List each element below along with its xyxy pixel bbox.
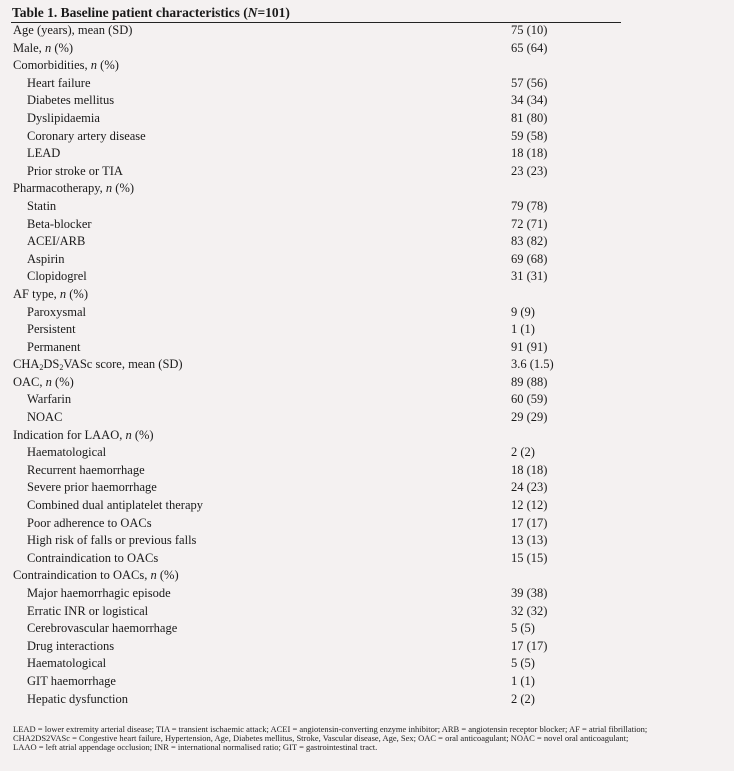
- row-label: [27, 340, 80, 355]
- row-value: 17 (17): [511, 638, 548, 653]
- table-row: [0, 268, 734, 286]
- row-label-text: Warfarin: [27, 392, 72, 407]
- row-label: [13, 181, 134, 196]
- row-label-text: (%): [112, 181, 135, 196]
- table-row: [0, 145, 734, 163]
- table-row: [0, 110, 734, 128]
- row-value: 39 (38): [511, 586, 548, 600]
- row-value: 59 (58): [511, 128, 548, 143]
- title-suffix: =101): [257, 5, 290, 20]
- row-label-text: Cerebrovascular haemorrhage: [27, 621, 178, 636]
- table-row: [0, 655, 734, 673]
- row-label-text: Combined dual antiplatelet therapy: [27, 498, 203, 513]
- row-label-text: (%): [51, 40, 74, 55]
- row-label-text: Haematological: [27, 656, 107, 671]
- table-row: [0, 444, 734, 462]
- row-label-text: Diabetes mellitus: [27, 93, 115, 108]
- row-value: 15 (15): [511, 550, 548, 565]
- table-row: [0, 462, 734, 480]
- row-label-italic: n: [105, 181, 113, 196]
- row-label-text: Paroxysmal: [27, 304, 87, 319]
- row-label-text: High risk of falls or previous falls: [27, 533, 197, 548]
- row-value: 79 (78): [511, 198, 548, 213]
- row-value: 81 (80): [511, 110, 548, 125]
- row-label: [27, 164, 123, 179]
- table-row: [0, 532, 734, 550]
- row-label: [27, 551, 158, 566]
- row-label-text: Contraindication to OACs,: [13, 568, 151, 583]
- table-row: [0, 550, 734, 568]
- table-row: [0, 233, 734, 251]
- row-value: 23 (23): [511, 163, 548, 178]
- table-row: [0, 497, 734, 515]
- row-label-text: OAC,: [13, 374, 46, 389]
- row-label: [27, 604, 148, 619]
- table-footnote: [13, 725, 725, 753]
- table-row: [0, 198, 734, 216]
- row-label-text: Beta-blocker: [27, 216, 92, 231]
- row-label-text: (%): [97, 58, 119, 73]
- table-row: [0, 603, 734, 621]
- row-label: [27, 656, 106, 671]
- row-label-text: Permanent: [27, 339, 81, 354]
- row-label-text: Dyslipidaemia: [27, 110, 100, 125]
- row-label: [27, 129, 146, 144]
- row-label: [13, 23, 132, 38]
- row-value: 18 (18): [511, 462, 548, 477]
- row-value: 1 (1): [511, 322, 535, 337]
- row-label-italic: n: [90, 58, 98, 73]
- row-value: 60 (59): [511, 392, 548, 407]
- row-label-text: Statin: [27, 198, 57, 213]
- row-label-text: Drug interactions: [27, 638, 115, 653]
- table-row: [0, 180, 734, 198]
- row-label-text: Contraindication to OACs: [27, 550, 159, 565]
- row-label-text: Coronary artery disease: [27, 128, 146, 143]
- row-label-subscript: 2: [39, 363, 44, 373]
- row-value: 3.6 (1.5): [511, 357, 554, 372]
- row-label-text: Indication for LAAO,: [13, 427, 126, 442]
- table-row: [0, 374, 734, 392]
- row-label-text: (%): [51, 374, 74, 389]
- row-label-text: VASc score, mean (SD): [63, 357, 183, 372]
- title-n: N: [247, 5, 258, 20]
- row-label-italic: n: [125, 427, 132, 442]
- row-label: [27, 445, 106, 460]
- row-value: 69 (68): [511, 251, 548, 266]
- row-label-italic: n: [45, 374, 52, 389]
- row-label: [13, 41, 73, 56]
- row-value: 34 (34): [511, 93, 548, 108]
- row-label-text: Clopidogrel: [27, 269, 87, 284]
- row-label-text: LEAD: [27, 146, 61, 161]
- row-label-text: DS: [43, 357, 60, 372]
- row-label: [13, 568, 179, 583]
- footnote-line: LAAO = left atrial appendage occlusion; INR = international normalised ratio; GIT = gastrointestinal tract.: [13, 742, 378, 753]
- row-value: 75 (10): [511, 23, 548, 37]
- row-label-text: Male,: [13, 40, 45, 55]
- row-label-text: GIT haemorrhage: [27, 673, 116, 688]
- row-label-text: AF type,: [13, 286, 60, 301]
- title-prefix: Table 1. Baseline patient characteristics (: [12, 5, 248, 20]
- row-label: [27, 533, 196, 548]
- row-value: 17 (17): [511, 515, 548, 530]
- row-label: [27, 410, 62, 425]
- row-value: 9 (9): [511, 304, 535, 319]
- table-row: [0, 356, 734, 374]
- row-value: 57 (56): [511, 75, 548, 90]
- row-value: 65 (64): [511, 40, 548, 55]
- row-label-text: Age (years), mean (SD): [13, 23, 133, 37]
- row-label-text: Erratic INR or logistical: [27, 603, 149, 618]
- row-label: [13, 357, 183, 372]
- row-label: [27, 111, 100, 126]
- row-value: 2 (2): [511, 445, 535, 460]
- row-label: [27, 480, 157, 495]
- row-value: 2 (2): [511, 691, 535, 706]
- footnote-line: LEAD = lower extremity arterial disease; TIA = transient ischaemic attack; ACEI = angiotensin-converting enzyme inhibitor; ARB = angiotensin receptor blocker; AF = atrial fibrillation;: [13, 724, 648, 734]
- table-row: [0, 691, 734, 709]
- row-label: [27, 146, 60, 161]
- table-row: [0, 321, 734, 339]
- row-label: [13, 375, 74, 390]
- footnote-line: CHA2DS2VASc = Congestive heart failure, Hypertension, Age, Diabetes mellitus, Stroke, Vascular disease, Age, Sex; OAC = oral anticoagulant; NOAC = novel oral anticoagulant;: [13, 733, 629, 744]
- row-label: [27, 76, 91, 91]
- row-value: 13 (13): [511, 533, 548, 548]
- row-value: 5 (5): [511, 656, 535, 671]
- row-label-text: Haematological: [27, 445, 107, 460]
- row-label: [27, 322, 76, 337]
- row-label: [27, 217, 92, 232]
- row-value: 1 (1): [511, 673, 535, 688]
- row-label-text: Persistent: [27, 322, 76, 337]
- row-label-text: (%): [131, 427, 154, 442]
- row-label-text: Severe prior haemorrhage: [27, 480, 157, 495]
- row-label-text: Comorbidities,: [13, 58, 91, 73]
- table-row: [0, 128, 734, 146]
- row-value: 89 (88): [511, 374, 548, 389]
- table-row: [0, 673, 734, 691]
- row-value: 24 (23): [511, 480, 548, 495]
- row-value: 72 (71): [511, 216, 548, 231]
- row-label-text: NOAC: [27, 410, 63, 425]
- table-title: [12, 5, 290, 21]
- row-label: [27, 586, 171, 601]
- row-label: [27, 199, 56, 214]
- row-label-text: (%): [66, 286, 88, 301]
- table-row: [0, 620, 734, 638]
- table-row: [0, 585, 734, 603]
- row-label: [27, 305, 86, 320]
- table-row: [0, 251, 734, 269]
- table-row: [0, 427, 734, 445]
- table-row: [0, 567, 734, 585]
- row-value: 31 (31): [511, 269, 548, 284]
- row-label: [27, 234, 85, 249]
- table-row: [0, 92, 734, 110]
- row-label-text: Major haemorrhagic episode: [27, 586, 171, 600]
- row-label: [27, 674, 116, 689]
- row-label: [27, 252, 65, 267]
- row-label-text: Hepatic dysfunction: [27, 691, 129, 706]
- table-row: [0, 22, 734, 40]
- row-value: 12 (12): [511, 498, 548, 513]
- table-row: [0, 409, 734, 427]
- table-row: [0, 339, 734, 357]
- table-row: [0, 391, 734, 409]
- table-row: [0, 163, 734, 181]
- table-row: [0, 304, 734, 322]
- row-value: 91 (91): [511, 339, 548, 354]
- row-value: 5 (5): [511, 621, 535, 636]
- row-value: 32 (32): [511, 603, 548, 618]
- row-label-italic: n: [59, 286, 67, 301]
- row-label: [27, 516, 152, 531]
- row-label: [13, 428, 154, 443]
- row-label-text: Prior stroke or TIA: [27, 163, 123, 178]
- row-value: 83 (82): [511, 234, 548, 249]
- row-label-text: (%): [156, 568, 179, 583]
- row-label: [27, 392, 71, 407]
- table-body: [0, 22, 734, 708]
- table-row: [0, 638, 734, 656]
- row-label-italic: n: [150, 568, 157, 583]
- row-label: [27, 621, 177, 636]
- row-value: 18 (18): [511, 146, 548, 161]
- row-label: [13, 58, 119, 73]
- row-label-text: Poor adherence to OACs: [27, 515, 152, 530]
- row-label-text: Pharmacotherapy,: [13, 181, 106, 196]
- table-row: [0, 479, 734, 497]
- row-label-subscript: 2: [59, 363, 64, 373]
- table-row: [0, 515, 734, 533]
- table-row: [0, 40, 734, 58]
- row-value: 29 (29): [511, 410, 548, 425]
- row-label: [27, 692, 128, 707]
- table-row: [0, 57, 734, 75]
- row-label: [27, 639, 114, 654]
- table-row: [0, 75, 734, 93]
- row-label-text: CHA: [13, 357, 40, 372]
- row-label: [27, 93, 114, 108]
- table-row: [0, 286, 734, 304]
- table-row: [0, 216, 734, 234]
- row-label-italic: n: [44, 40, 52, 55]
- row-label: [27, 498, 203, 513]
- row-label-text: Recurrent haemorrhage: [27, 462, 145, 477]
- row-label-text: ACEI/ARB: [27, 234, 86, 249]
- row-label-text: Heart failure: [27, 75, 91, 90]
- row-label: [27, 463, 145, 478]
- row-label: [27, 269, 87, 284]
- row-label: [13, 287, 88, 302]
- row-label-text: Aspirin: [27, 251, 65, 266]
